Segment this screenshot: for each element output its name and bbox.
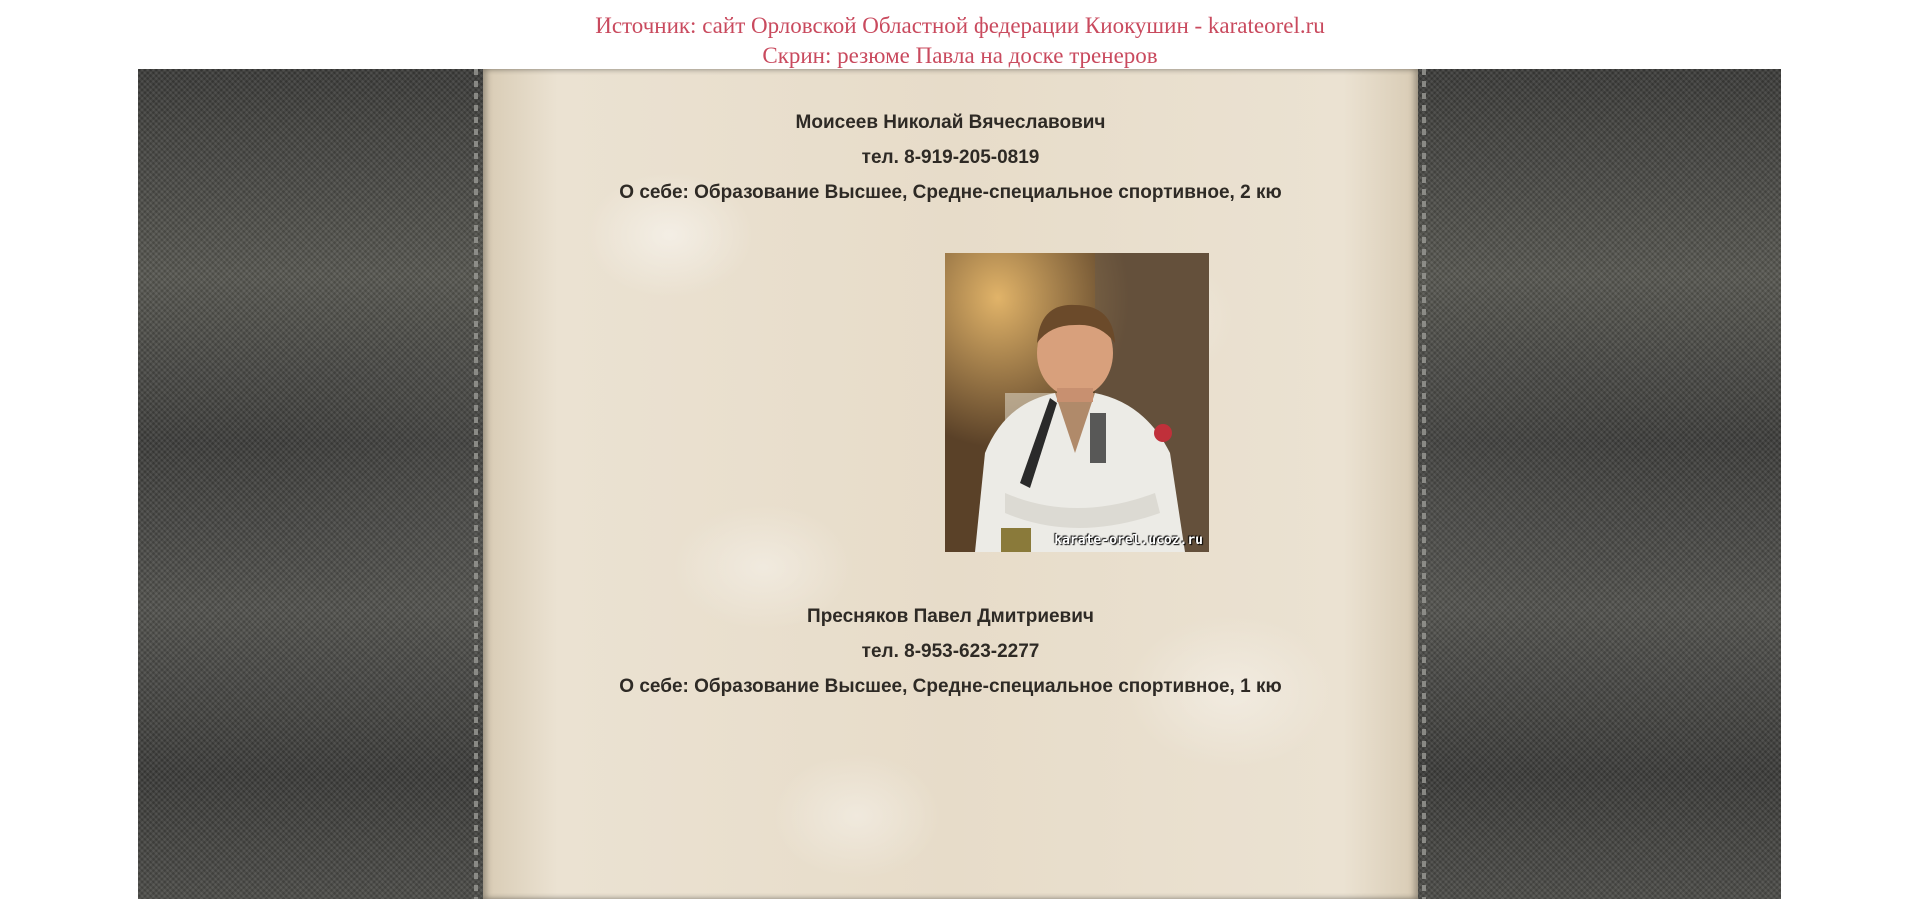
trainer-2-photo (945, 253, 1209, 552)
screen-caption: Скрин: резюме Павла на доске тренеров (762, 43, 1158, 68)
photo-watermark: karate-orel.ucoz.ru (1054, 533, 1203, 548)
left-stitch-divider (474, 69, 478, 899)
trainer-1-name: Моисеев Николай Вячеславович (795, 112, 1106, 133)
karateka-photo-image (945, 253, 1209, 552)
trainer-1-about: О себе: Образование Высшее, Средне-специальное спортивное, 2 кю (619, 182, 1282, 203)
trainer-2-about: О себе: Образование Высшее, Средне-специальное спортивное, 1 кю (619, 676, 1282, 697)
source-caption: Источник: сайт Орловской Областной федерации Киокушин - karateorel.ru (595, 13, 1325, 38)
right-stitch-divider (1422, 69, 1426, 899)
trainer-2-name: Пресняков Павел Дмитриевич (807, 606, 1094, 627)
site-frame (138, 69, 1781, 899)
trainer-1-phone: тел. 8-919-205-0819 (861, 147, 1040, 168)
trainer-board (483, 69, 1418, 899)
trainer-2-phone: тел. 8-953-623-2277 (861, 641, 1040, 662)
